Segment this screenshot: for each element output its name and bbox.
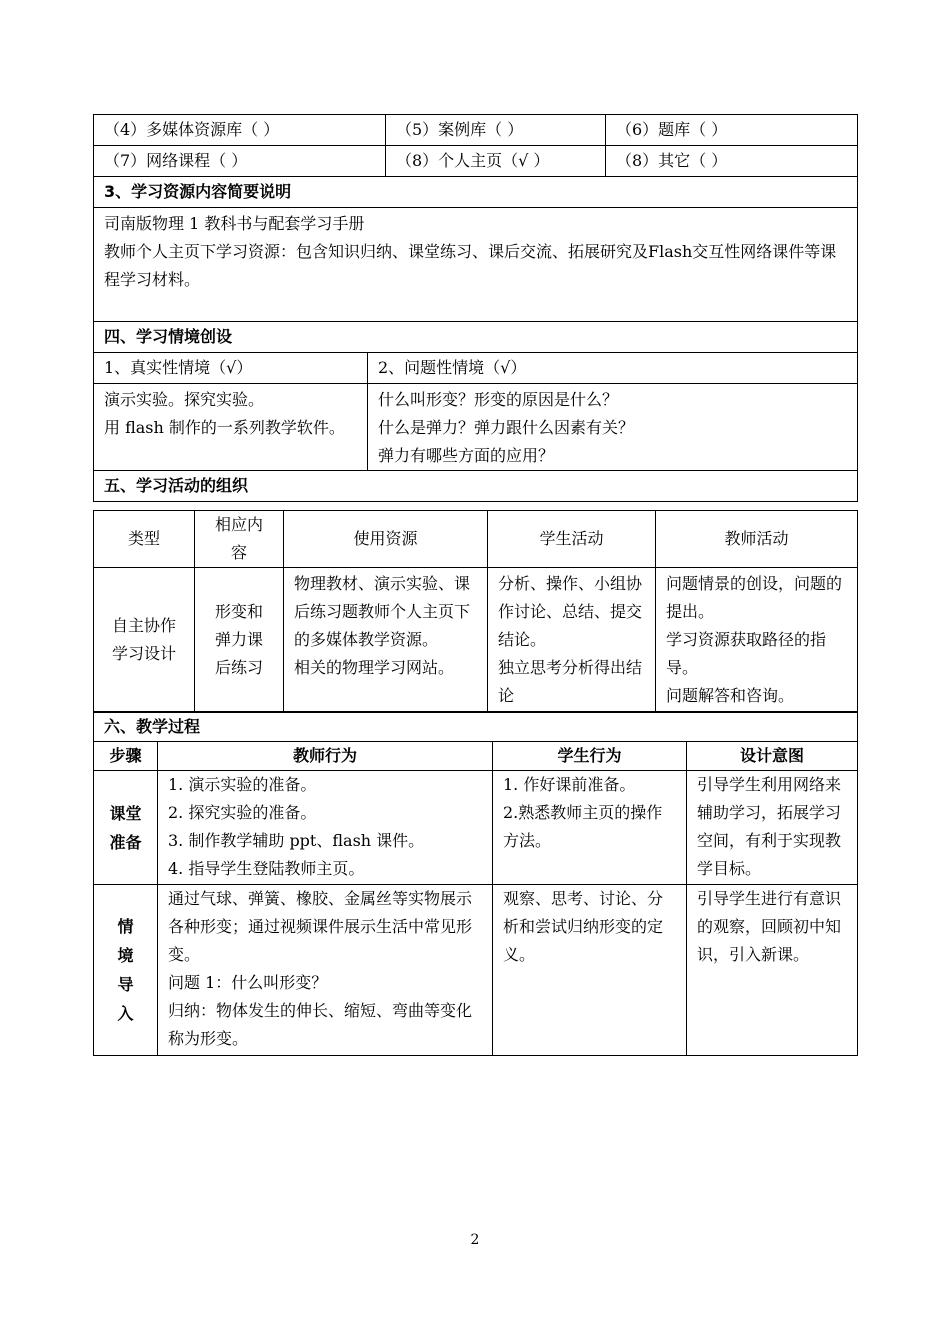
situation-left-line: 用 flash 制作的一系列教学软件。: [104, 418, 345, 437]
activity-header-student: 学生活动: [488, 511, 656, 568]
situation-left-line: 演示实验。探究实验。: [104, 390, 265, 409]
process-student-prepare: [493, 771, 687, 885]
activity-teacher-line: 问题情景的创设，问题的提出。: [666, 574, 843, 621]
resource-question-bank: （6）题库（ ）: [606, 115, 858, 146]
situation-question: 什么叫形变？形变的原因是什么？: [378, 390, 619, 409]
process-teacher-line: 3. 制作教学辅助 ppt、flash 课件。: [168, 831, 425, 850]
activity-student: [488, 568, 656, 713]
process-teacher-line: 通过气球、弹簧、橡胶、金属丝等实物展示各种形变；通过视频课件展示生活中常见形变。: [168, 889, 473, 964]
situation-real: 1、真实性情境（√）: [94, 353, 368, 384]
situation-question: 什么是弹力？弹力跟什么因素有关？: [378, 418, 635, 437]
situation-question: 弹力有哪些方面的应用？: [378, 446, 555, 465]
activity-resources: [284, 568, 488, 713]
activity-header-resources: 使用资源: [284, 511, 488, 568]
section3-line-1: 司南版物理 1 教科书与配套学习手册: [104, 214, 365, 233]
activity-teacher: [656, 568, 858, 713]
process-header-student: 学生行为: [493, 742, 687, 771]
activity-type: 自主协作学习设计: [94, 568, 195, 713]
process-step-prepare: 课堂准备: [94, 771, 158, 885]
process-intent-prepare: 引导学生利用网络来辅助学习，拓展学习空间，有利于实现教学目标。: [687, 771, 858, 885]
process-intent-intro: 引导学生进行有意识的观察，回顾初中知识，引入新课。: [687, 885, 858, 1056]
activity-table: [93, 510, 858, 713]
process-student-line: 1. 作好课前准备。: [503, 775, 636, 794]
activity-student-line: 分析、操作、小组协作讨论、总结、提交结论。: [498, 574, 643, 649]
section3-heading: 3、学习资源内容简要说明: [94, 177, 858, 208]
activity-header-type: 类型: [94, 511, 195, 568]
activity-teacher-line: 问题解答和咨询。: [666, 686, 795, 705]
process-teacher-line: 2. 探究实验的准备。: [168, 803, 317, 822]
section3-content: [94, 208, 858, 322]
process-header-step: 步骤: [94, 742, 158, 771]
process-teacher-intro: [158, 885, 493, 1056]
activity-header-teacher: 教师活动: [656, 511, 858, 568]
situation-problem: 2、问题性情境（√）: [368, 353, 858, 384]
activity-content: 形变和弹力课后练习: [195, 568, 284, 713]
section6-heading: 六、教学过程: [94, 712, 858, 742]
activity-student-line: 独立思考分析得出结论: [498, 658, 643, 705]
activity-teacher-line: 学习资源获取路径的指导。: [666, 630, 827, 677]
situation-right-content: [368, 384, 858, 471]
resource-table-top: [93, 114, 858, 502]
resource-personal-homepage: （8）个人主页（√ ）: [386, 146, 606, 177]
process-table: [93, 711, 858, 1056]
resource-network-course: （7）网络课程（ ）: [94, 146, 386, 177]
process-header-intent: 设计意图: [687, 742, 858, 771]
process-teacher-line: 归纳：物体发生的伸长、缩短、弯曲等变化称为形变。: [168, 1001, 473, 1048]
section3-line-2: 教师个人主页下学习资源：包含知识归纳、课堂练习、课后交流、拓展研究及Flash交互性网络课件等课程学习材料。: [104, 242, 837, 289]
situation-left-content: [94, 384, 368, 471]
process-step-intro: 情境导入: [94, 885, 158, 1056]
activity-resource-line: 相关的物理学习网站。: [294, 658, 455, 677]
resource-case-library: （5）案例库（ ）: [386, 115, 606, 146]
process-teacher-line: 4. 指导学生登陆教师主页。: [168, 859, 365, 878]
resource-other: （8）其它（ ）: [606, 146, 858, 177]
process-teacher-prepare: [158, 771, 493, 885]
section4-heading: 四、学习情境创设: [94, 322, 858, 353]
page-number: 2: [470, 1232, 480, 1248]
resource-multimedia: （4）多媒体资源库（ ）: [94, 115, 386, 146]
process-header-teacher: 教师行为: [158, 742, 493, 771]
activity-resource-line: 物理教材、演示实验、课后练习题教师个人主页下的多媒体教学资源。: [294, 574, 471, 649]
section5-heading: 五、学习活动的组织: [94, 471, 858, 502]
process-teacher-line: 1. 演示实验的准备。: [168, 775, 317, 794]
process-student-intro: 观察、思考、讨论、分析和尝试归纳形变的定义。: [493, 885, 687, 1056]
activity-header-content: 相应内容: [195, 511, 284, 568]
process-student-line: 2.熟悉教师主页的操作方法。: [503, 803, 663, 850]
process-teacher-line: 问题 1：什么叫形变？: [168, 973, 328, 992]
